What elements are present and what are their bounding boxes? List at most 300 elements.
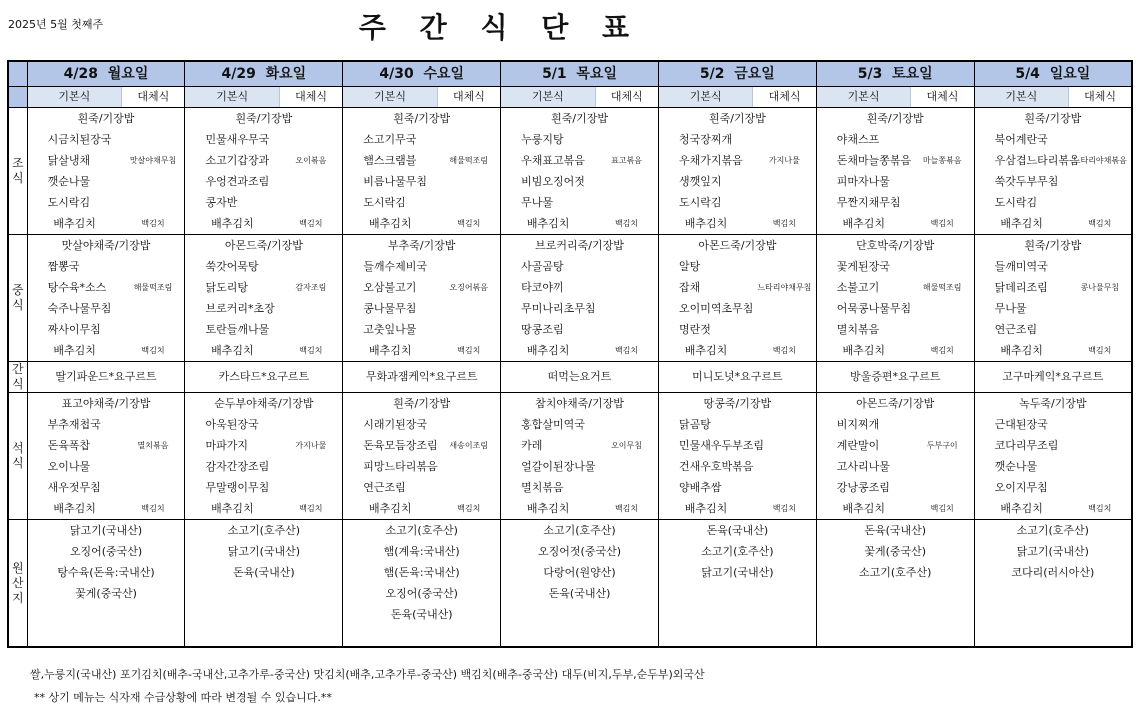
origin-item: 오징어젓(중국산) bbox=[501, 541, 659, 562]
menu-item: 청국장찌개 bbox=[678, 133, 733, 146]
origin-item bbox=[185, 604, 343, 625]
porridge-rice: 녹두죽/기장밥 bbox=[974, 393, 1132, 415]
alt-menu-item: 백김치 bbox=[437, 340, 500, 362]
origin-item bbox=[974, 604, 1132, 625]
alt-menu-item: 백김치 bbox=[279, 498, 342, 520]
alt-menu-item bbox=[437, 171, 500, 192]
day-header-row bbox=[8, 61, 1132, 87]
alt-menu-item bbox=[279, 171, 342, 192]
menu-item: 홍합살미역국 bbox=[521, 418, 585, 431]
alt-menu-item bbox=[753, 456, 816, 477]
alt-menu-item: 백김치 bbox=[595, 498, 658, 520]
menu-item: 햄스크램블 bbox=[363, 154, 417, 167]
porridge-rice: 아몬드죽/기장밥 bbox=[185, 235, 343, 257]
porridge-rice: 흰죽/기장밥 bbox=[974, 108, 1132, 130]
menu-item: 배추김치 bbox=[211, 502, 254, 515]
origin-item bbox=[343, 625, 501, 647]
origin-row bbox=[8, 625, 1132, 647]
menu-item: 무미나리초무침 bbox=[521, 302, 596, 315]
origin-item: 닭고기(국내산) bbox=[974, 541, 1132, 562]
alt-menu-item: 오이무침 bbox=[595, 435, 658, 456]
menu-item: 콩자반 bbox=[205, 196, 238, 209]
alt-menu-item bbox=[595, 456, 658, 477]
alt-menu-label: 대체식 bbox=[1069, 87, 1132, 108]
origin-item bbox=[658, 625, 816, 647]
menu-item: 쑥갓두부무침 bbox=[994, 175, 1059, 188]
menu-type-row bbox=[8, 87, 1132, 108]
menu-item: 우채표고볶음 bbox=[521, 154, 585, 167]
alt-menu-item bbox=[279, 129, 342, 150]
origin-item: 소고기(호주산) bbox=[185, 520, 343, 542]
alt-menu-item: 백김치 bbox=[1069, 340, 1132, 362]
origin-item bbox=[658, 583, 816, 604]
alt-menu-item bbox=[1069, 192, 1132, 213]
dinner-label-text bbox=[10, 441, 26, 471]
day-date: 4/28 bbox=[63, 66, 99, 82]
origin-item: 꽃게(중국산) bbox=[27, 583, 185, 604]
alt-menu-item bbox=[437, 256, 500, 277]
origin-item: 돈육(국내산) bbox=[816, 520, 974, 542]
alt-menu-item: 백김치 bbox=[911, 213, 974, 235]
menu-item: 우삼겹느타리볶음 bbox=[994, 154, 1080, 167]
breakfast-row bbox=[8, 192, 1132, 213]
porridge-rice: 흰죽/기장밥 bbox=[343, 108, 501, 130]
origin-label bbox=[8, 520, 27, 648]
origin-row bbox=[8, 583, 1132, 604]
menu-item: 닭곰탕 bbox=[678, 418, 711, 431]
porridge-rice: 부추죽/기장밥 bbox=[343, 235, 501, 257]
menu-item: 배추김치 bbox=[526, 344, 570, 357]
origin-item: 오징어(중국산) bbox=[343, 583, 501, 604]
alt-menu-item: 백김치 bbox=[753, 498, 816, 520]
menu-item: 배추김치 bbox=[526, 217, 570, 230]
day-date: 5/3 bbox=[857, 66, 883, 82]
alt-menu-item: 백김치 bbox=[595, 213, 658, 235]
snack-item: 딸기파운드*요구르트 bbox=[27, 362, 185, 393]
menu-item: 배추김치 bbox=[1000, 344, 1043, 357]
menu-item: 숙주나물무침 bbox=[47, 302, 112, 315]
alt-menu-item: 감자조림 bbox=[279, 277, 342, 298]
snack-label-text bbox=[10, 362, 26, 392]
day-header bbox=[185, 61, 343, 87]
origin-item bbox=[816, 583, 974, 604]
origin-item bbox=[27, 604, 185, 625]
basic-menu-label: 기본식 bbox=[658, 87, 753, 108]
lunch-row bbox=[8, 235, 1132, 257]
basic-menu-label: 기본식 bbox=[816, 87, 911, 108]
origin-item: 햄(계육:국내산) bbox=[343, 541, 501, 562]
alt-menu-item bbox=[911, 319, 974, 340]
lunch-row bbox=[8, 319, 1132, 340]
menu-item: 배추김치 bbox=[684, 344, 728, 357]
day-header bbox=[343, 61, 501, 87]
alt-menu-item: 백김치 bbox=[753, 213, 816, 235]
porridge-rice: 아몬드죽/기장밥 bbox=[816, 393, 974, 415]
menu-item: 근대된장국 bbox=[994, 418, 1048, 431]
menu-item: 우엉견과조림 bbox=[205, 175, 270, 188]
alt-menu-item bbox=[595, 192, 658, 213]
alt-menu-item bbox=[1069, 256, 1132, 277]
alt-menu-item bbox=[1069, 456, 1132, 477]
day-date: 5/2 bbox=[699, 66, 725, 82]
menu-item: 아욱된장국 bbox=[205, 418, 259, 431]
alt-menu-item: 가지나물 bbox=[279, 435, 342, 456]
menu-item: 들깨미역국 bbox=[994, 260, 1048, 273]
menu-item: 시금치된장국 bbox=[47, 133, 112, 146]
menu-item: 마파가지 bbox=[205, 439, 248, 452]
menu-item: 쑥갓어묵탕 bbox=[205, 260, 259, 273]
alt-menu-item bbox=[595, 414, 658, 435]
alt-menu-label: 대체식 bbox=[753, 87, 816, 108]
alt-menu-label: 대체식 bbox=[911, 87, 974, 108]
menu-item: 잡채 bbox=[678, 281, 701, 294]
origin-row bbox=[8, 604, 1132, 625]
alt-menu-item bbox=[1069, 414, 1132, 435]
alt-menu-item bbox=[1069, 319, 1132, 340]
snack-item: 카스타드*요구르트 bbox=[185, 362, 343, 393]
origin-item: 돈육(국내산) bbox=[185, 562, 343, 583]
week-label: 2025년 5월 첫째주 bbox=[8, 18, 104, 31]
menu-item: 소고기무국 bbox=[363, 133, 417, 146]
origin-item bbox=[27, 625, 185, 647]
weekly-menu-table bbox=[7, 60, 1133, 648]
alt-menu-item bbox=[1069, 298, 1132, 319]
porridge-rice: 단호박죽/기장밥 bbox=[816, 235, 974, 257]
alt-menu-item bbox=[911, 256, 974, 277]
menu-item: 배추김치 bbox=[369, 502, 412, 515]
porridge-rice: 아몬드죽/기장밥 bbox=[658, 235, 816, 257]
menu-item: 배추김치 bbox=[369, 217, 412, 230]
alt-menu-item bbox=[595, 256, 658, 277]
alt-menu-item bbox=[437, 129, 500, 150]
dinner-row bbox=[8, 435, 1132, 456]
menu-item: 배추김치 bbox=[684, 217, 728, 230]
menu-item: 고춧잎나물 bbox=[363, 323, 417, 336]
origin-item: 햄(돈육:국내산) bbox=[343, 562, 501, 583]
alt-menu-item bbox=[911, 192, 974, 213]
basic-menu-label: 기본식 bbox=[185, 87, 280, 108]
alt-menu-item bbox=[911, 298, 974, 319]
alt-menu-item bbox=[279, 414, 342, 435]
origin-label-text bbox=[10, 561, 26, 606]
menu-item: 도시락김 bbox=[678, 196, 722, 209]
label-char: 조 bbox=[12, 156, 24, 170]
menu-item: 민물새우무국 bbox=[205, 133, 270, 146]
alt-menu-item bbox=[437, 414, 500, 435]
label-char: 원 bbox=[12, 560, 24, 575]
origin-item: 다랑어(원양산) bbox=[501, 562, 659, 583]
snack-item: 방울증편*요구르트 bbox=[816, 362, 974, 393]
alt-menu-item: 해물떡조림 bbox=[437, 150, 500, 171]
porridge-rice: 흰죽/기장밥 bbox=[185, 108, 343, 130]
menu-item: 배추김치 bbox=[53, 502, 96, 515]
alt-menu-item: 백김치 bbox=[279, 340, 342, 362]
alt-menu-item: 백김치 bbox=[122, 340, 185, 362]
day-of-week: 월요일 bbox=[107, 66, 149, 82]
menu-item: 배추김치 bbox=[211, 217, 254, 230]
alt-menu-item bbox=[437, 456, 500, 477]
origin-item bbox=[658, 604, 816, 625]
snack-item: 미니도넛*요구르트 bbox=[658, 362, 816, 393]
origin-item bbox=[185, 625, 343, 647]
menu-item: 돈육모듬장조림 bbox=[363, 439, 438, 452]
alt-menu-item bbox=[122, 456, 185, 477]
menu-item: 오이나물 bbox=[47, 460, 91, 473]
menu-item: 양배추쌈 bbox=[678, 481, 722, 494]
label-char: 식 bbox=[12, 298, 24, 312]
basic-menu-label: 기본식 bbox=[27, 87, 122, 108]
alt-menu-item bbox=[753, 171, 816, 192]
origin-item bbox=[185, 583, 343, 604]
origin-row bbox=[8, 541, 1132, 562]
menu-item: 토란들깨나물 bbox=[205, 323, 270, 336]
alt-menu-item bbox=[595, 129, 658, 150]
menu-item: 짜사이무침 bbox=[47, 323, 101, 336]
day-of-week: 목요일 bbox=[576, 66, 617, 82]
alt-menu-item bbox=[122, 171, 185, 192]
snack-item: 떠먹는요거트 bbox=[501, 362, 659, 393]
basic-menu-label: 기본식 bbox=[974, 87, 1069, 108]
menu-item: 도시락김 bbox=[363, 196, 406, 209]
menu-item: 얼갈이된장나물 bbox=[521, 460, 596, 473]
lunch-row bbox=[8, 277, 1132, 298]
label-char: 식 bbox=[12, 171, 24, 185]
alt-menu-item bbox=[595, 277, 658, 298]
origin-item: 소고기(호주산) bbox=[974, 520, 1132, 542]
dinner-row bbox=[8, 498, 1132, 520]
menu-item: 비름나물무침 bbox=[363, 175, 428, 188]
menu-item: 감자간장조림 bbox=[205, 460, 270, 473]
origin-item: 돈육(국내산) bbox=[343, 604, 501, 625]
day-header bbox=[816, 61, 974, 87]
menu-item: 배추김치 bbox=[526, 502, 570, 515]
menu-item: 닭도리탕 bbox=[205, 281, 248, 294]
day-of-week: 금요일 bbox=[734, 66, 775, 82]
alt-menu-item bbox=[279, 456, 342, 477]
day-header bbox=[501, 61, 659, 87]
menu-item: 브로커리*초장 bbox=[205, 302, 275, 315]
page-title: 주 간 식 단 표 bbox=[358, 11, 642, 44]
menu-item: 무나물 bbox=[994, 302, 1027, 315]
lunch-row bbox=[8, 256, 1132, 277]
origin-item: 닭고기(국내산) bbox=[658, 562, 816, 583]
menu-item: 배추김치 bbox=[1000, 217, 1043, 230]
alt-menu-item: 새송이조림 bbox=[437, 435, 500, 456]
origin-footnote: 쌀,누룽지(국내산) 포기김치(배추-국내산,고추가루-중국산) 맛김치(배추,고추가루-중국산) 백김치(배추-중국산) 대두(비지,두부,순두부)외국산 bbox=[30, 668, 705, 681]
menu-item: 우채가지볶음 bbox=[678, 154, 743, 167]
day-date: 4/30 bbox=[379, 66, 414, 82]
alt-menu-item bbox=[122, 477, 185, 498]
alt-menu-item bbox=[595, 319, 658, 340]
menu-item: 건새우호박볶음 bbox=[678, 460, 754, 473]
breakfast-row bbox=[8, 108, 1132, 130]
alt-menu-item: 오이볶음 bbox=[279, 150, 342, 171]
menu-item: 도시락김 bbox=[994, 196, 1038, 209]
lunch-label bbox=[8, 235, 27, 362]
menu-item: 닭살냉채 bbox=[47, 154, 91, 167]
lunch-row bbox=[8, 340, 1132, 362]
alt-menu-item bbox=[279, 256, 342, 277]
breakfast-label bbox=[8, 108, 27, 235]
alt-menu-label: 대체식 bbox=[437, 87, 500, 108]
alt-menu-item bbox=[753, 414, 816, 435]
corner-cell bbox=[8, 87, 27, 108]
alt-menu-item: 백김치 bbox=[437, 498, 500, 520]
porridge-rice: 흰죽/기장밥 bbox=[27, 108, 185, 130]
day-header bbox=[27, 61, 185, 87]
alt-menu-label: 대체식 bbox=[595, 87, 658, 108]
alt-menu-item: 두부구이 bbox=[911, 435, 974, 456]
menu-item: 부추재첩국 bbox=[47, 418, 101, 431]
day-date: 4/29 bbox=[221, 66, 256, 82]
menu-item: 도시락김 bbox=[47, 196, 91, 209]
snack-label bbox=[8, 362, 27, 393]
porridge-rice: 흰죽/기장밥 bbox=[658, 108, 816, 130]
dinner-label bbox=[8, 393, 27, 520]
menu-item: 피마자나물 bbox=[836, 175, 890, 188]
menu-item: 멸치볶음 bbox=[836, 323, 880, 336]
menu-item: 콩나물무침 bbox=[363, 302, 417, 315]
basic-menu-label: 기본식 bbox=[501, 87, 596, 108]
menu-item: 탕수육*소스 bbox=[47, 281, 107, 294]
menu-item: 멸치볶음 bbox=[521, 481, 564, 494]
porridge-rice: 참치야채죽/기장밥 bbox=[501, 393, 659, 415]
menu-item: 꽃게된장국 bbox=[836, 260, 890, 273]
porridge-rice: 순두부야채죽/기장밥 bbox=[185, 393, 343, 415]
menu-item: 배추김치 bbox=[1000, 502, 1043, 515]
menu-item: 사골곰탕 bbox=[521, 260, 564, 273]
alt-menu-item bbox=[437, 298, 500, 319]
alt-menu-item: 백김치 bbox=[279, 213, 342, 235]
menu-item: 배추김치 bbox=[53, 217, 96, 230]
origin-item: 꽃게(중국산) bbox=[816, 541, 974, 562]
menu-item: 돈채마늘쫑볶음 bbox=[836, 154, 912, 167]
porridge-rice: 브로커리죽/기장밥 bbox=[501, 235, 659, 257]
menu-item: 누룽지탕 bbox=[521, 133, 564, 146]
origin-item bbox=[501, 625, 659, 647]
day-date: 5/4 bbox=[1015, 66, 1040, 82]
alt-menu-item: 맛살야채무침 bbox=[122, 150, 185, 171]
day-of-week: 토요일 bbox=[892, 66, 933, 82]
snack-item: 고구마케익*요구르트 bbox=[974, 362, 1132, 393]
alt-menu-label: 대체식 bbox=[279, 87, 342, 108]
alt-menu-item bbox=[753, 477, 816, 498]
origin-item: 닭고기(국내산) bbox=[27, 520, 185, 542]
alt-menu-item: 백김치 bbox=[753, 340, 816, 362]
menu-item: 타코야끼 bbox=[521, 281, 564, 294]
menu-item: 무말랭이무침 bbox=[205, 481, 270, 494]
alt-menu-item bbox=[279, 298, 342, 319]
alt-menu-item: 느타리야채무침 bbox=[753, 277, 816, 298]
dinner-row bbox=[8, 456, 1132, 477]
alt-menu-item: 멸치볶음 bbox=[122, 435, 185, 456]
origin-row bbox=[8, 520, 1132, 542]
day-of-week: 일요일 bbox=[1049, 66, 1091, 82]
basic-menu-label: 기본식 bbox=[343, 87, 438, 108]
menu-item: 깻순나물 bbox=[994, 460, 1038, 473]
menu-item: 북어계란국 bbox=[994, 133, 1048, 146]
breakfast-row bbox=[8, 129, 1132, 150]
day-of-week: 수요일 bbox=[423, 66, 465, 82]
menu-item: 피망느타리볶음 bbox=[363, 460, 438, 473]
menu-item: 코다리무조림 bbox=[994, 439, 1059, 452]
origin-item: 오징어(중국산) bbox=[27, 541, 185, 562]
breakfast-row bbox=[8, 213, 1132, 235]
origin-item: 소고기(호주산) bbox=[343, 520, 501, 542]
alt-menu-item bbox=[595, 298, 658, 319]
alt-menu-item bbox=[911, 456, 974, 477]
label-char: 지 bbox=[12, 590, 24, 605]
alt-menu-item bbox=[437, 192, 500, 213]
alt-menu-item: 백김치 bbox=[122, 213, 185, 235]
label-char: 식 bbox=[12, 456, 24, 470]
origin-item: 돈육(국내산) bbox=[658, 520, 816, 542]
alt-menu-item: 표고볶음 bbox=[595, 150, 658, 171]
alt-menu-item bbox=[279, 319, 342, 340]
alt-menu-item bbox=[595, 171, 658, 192]
alt-menu-item bbox=[595, 477, 658, 498]
menu-item: 강낭콩조림 bbox=[836, 481, 890, 494]
day-of-week: 화요일 bbox=[265, 66, 307, 82]
origin-item: 돈육(국내산) bbox=[501, 583, 659, 604]
porridge-rice: 흰죽/기장밥 bbox=[501, 108, 659, 130]
menu-item: 연근조림 bbox=[994, 323, 1038, 336]
alt-menu-item bbox=[753, 192, 816, 213]
menu-item: 닭데리조림 bbox=[994, 281, 1048, 294]
menu-item: 민물새우두부조림 bbox=[678, 439, 764, 452]
origin-item: 코다리(러시아산) bbox=[974, 562, 1132, 583]
menu-item: 무짠지채무침 bbox=[836, 196, 901, 209]
alt-menu-item bbox=[1069, 129, 1132, 150]
alt-menu-item bbox=[1069, 171, 1132, 192]
menu-item: 알탕 bbox=[678, 260, 701, 273]
breakfast-row bbox=[8, 150, 1132, 171]
alt-menu-item bbox=[122, 129, 185, 150]
alt-menu-item bbox=[279, 192, 342, 213]
label-char: 식 bbox=[12, 377, 24, 391]
snack-row bbox=[8, 362, 1132, 393]
menu-item: 카레 bbox=[521, 439, 543, 452]
menu-item: 깻순나물 bbox=[47, 175, 91, 188]
origin-row bbox=[8, 562, 1132, 583]
origin-item: 소고기(호주산) bbox=[658, 541, 816, 562]
alt-menu-item: 해물떡조림 bbox=[911, 277, 974, 298]
alt-menu-item bbox=[753, 298, 816, 319]
origin-item: 소고기(호주산) bbox=[501, 520, 659, 542]
lunch-row bbox=[8, 298, 1132, 319]
alt-menu-item: 마늘쫑볶음 bbox=[911, 150, 974, 171]
menu-item: 무나물 bbox=[521, 196, 554, 209]
alt-menu-item bbox=[911, 414, 974, 435]
day-header bbox=[658, 61, 816, 87]
porridge-rice: 흰죽/기장밥 bbox=[816, 108, 974, 130]
porridge-rice: 흰죽/기장밥 bbox=[974, 235, 1132, 257]
alt-menu-item bbox=[279, 477, 342, 498]
snack-item: 무화과잼케익*요구르트 bbox=[343, 362, 501, 393]
day-date: 5/1 bbox=[542, 66, 567, 82]
label-char: 간 bbox=[12, 362, 24, 376]
alt-menu-item: 백김치 bbox=[911, 340, 974, 362]
alt-menu-item bbox=[122, 256, 185, 277]
menu-item: 배추김치 bbox=[369, 344, 412, 357]
alt-menu-item: 가지나물 bbox=[753, 150, 816, 171]
menu-item: 배추김치 bbox=[842, 217, 886, 230]
menu-item: 배추김치 bbox=[53, 344, 96, 357]
menu-item: 돈육폭찹 bbox=[47, 439, 91, 452]
dinner-row bbox=[8, 393, 1132, 415]
alt-menu-item: 콩나물무침 bbox=[1069, 277, 1132, 298]
porridge-rice: 땅콩죽/기장밥 bbox=[658, 393, 816, 415]
